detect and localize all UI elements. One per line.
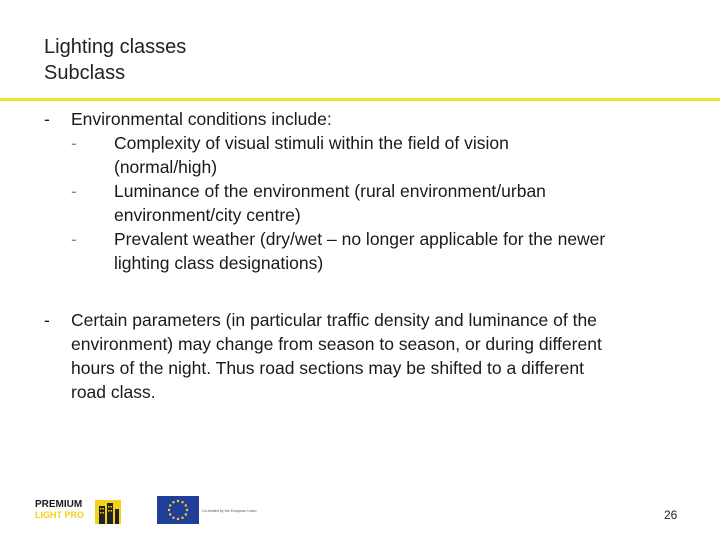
bullet-line: Certain parameters (in particular traffic density and luminance of the [71,310,597,330]
page-number: 26 [664,508,678,522]
bullet-text: Environmental conditions include: [71,109,332,129]
sub-bullet-dash: - [71,181,77,201]
sub-bullet-line: environment/city centre) [114,205,301,225]
bullet-dash: - [44,310,50,330]
title-line-1: Lighting classes [44,36,187,58]
sub-bullet-luminance [71,179,684,227]
page-title [44,34,186,86]
bullet-parameters [44,308,684,404]
eu-flag-logo [157,496,257,524]
sub-bullet-dash: - [71,229,77,249]
logo-text-premium: PREMIUM [35,499,83,510]
title-line-2: Subclass [44,62,126,84]
premium-light-pro-logo [35,494,125,526]
sub-bullet-dash: - [71,133,77,153]
logo-text-lightpro: LIGHT PRO [35,510,84,520]
title-divider [0,98,720,101]
bullet-environmental [44,107,684,275]
sub-bullet-complexity [71,131,684,179]
sub-bullet-line: lighting class designations) [114,253,324,273]
eu-logo-caption: Co-funded by the European Union [202,509,257,513]
bullet-line: environment) may change from season to season, or during different [71,334,602,354]
sub-bullet-line: Complexity of visual stimuli within the field of vision [114,133,509,153]
bullet-dash: - [44,109,50,129]
bullet-line: hours of the night. Thus road sections may be shifted to a different [71,358,584,378]
slide-body [44,107,684,404]
sub-bullet-weather [71,227,684,275]
bullet-line: road class. [71,382,156,402]
sub-bullet-line: (normal/high) [114,157,218,177]
sub-bullet-line: Luminance of the environment (rural environment/urban [114,181,546,201]
sub-bullet-line: Prevalent weather (dry/wet – no longer applicable for the newer [114,229,606,249]
